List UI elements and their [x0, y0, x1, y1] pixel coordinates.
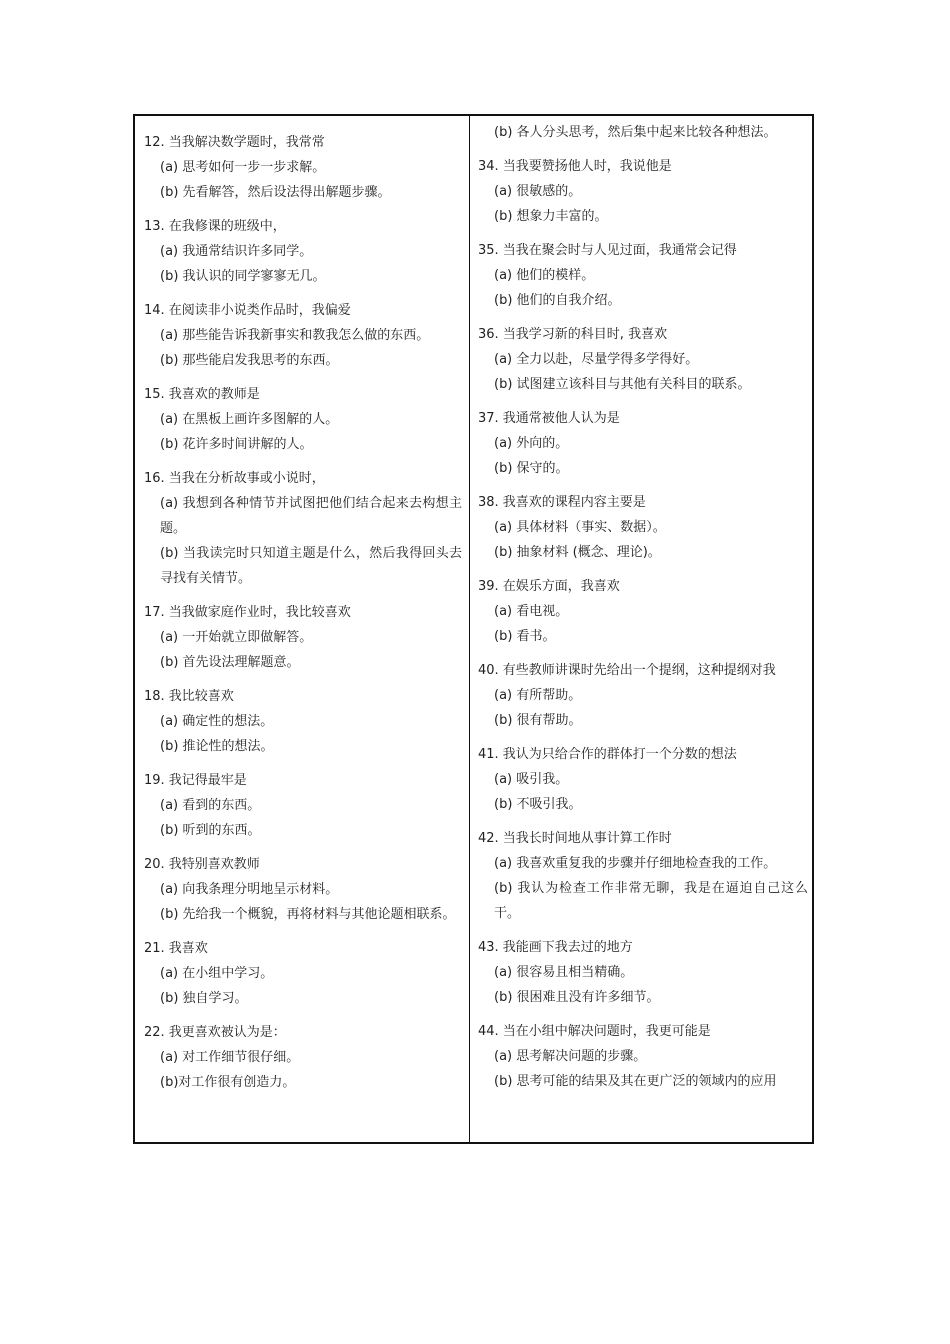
- question-item: [478, 742, 808, 817]
- answer-option: (b) 我认识的同学寥寥无几。: [160, 269, 326, 284]
- question-item: [144, 684, 462, 759]
- answer-option: (b) 听到的东西。: [160, 823, 261, 838]
- answer-option: (a) 有所帮助。: [494, 688, 582, 703]
- answer-option: (b) 先给我一个概貌，再将材料与其他论题相联系。: [160, 907, 456, 922]
- question-stem: 37. 我通常被他人认为是: [478, 411, 620, 426]
- question-item: [478, 154, 808, 229]
- question-item: [144, 600, 462, 675]
- question-item: [478, 574, 808, 649]
- answer-option: (b) 首先设法理解题意。: [160, 655, 300, 670]
- answer-option: (b) 他们的自我介绍。: [494, 293, 621, 308]
- question-stem: 20. 我特别喜欢教师: [144, 857, 260, 872]
- answer-option: (b) 我认为检查工作非常无聊，我是在逼迫自己这么干。: [494, 881, 808, 921]
- question-stem: 41. 我认为只给合作的群体打一个分数的想法: [478, 747, 737, 762]
- answer-option: (a) 对工作细节很仔细。: [160, 1050, 300, 1065]
- question-stem: 39. 在娱乐方面，我喜欢: [478, 579, 620, 594]
- answer-option: (b) 花许多时间讲解的人。: [160, 437, 313, 452]
- answer-option: (b) 很困难且没有许多细节。: [494, 990, 660, 1005]
- question-stem: 40. 有些教师讲课时先给出一个提纲，这种提纲对我: [478, 663, 776, 678]
- question-item: [478, 238, 808, 313]
- answer-option: (a) 看电视。: [494, 604, 569, 619]
- question-stem: 36. 当我学习新的科目时, 我喜欢: [478, 327, 668, 342]
- question-stem: 16. 当我在分析故事或小说时，: [144, 471, 325, 486]
- answer-option: (a) 很容易且相当精确。: [494, 965, 634, 980]
- question-item: [144, 768, 462, 843]
- answer-option: (a) 具体材料（事实、数据）。: [494, 520, 666, 535]
- answer-option: (b) 抽象材料 (概念、理论)。: [494, 545, 661, 560]
- answer-option: (a) 我通常结识许多同学。: [160, 244, 313, 259]
- question-stem: 17. 当我做家庭作业时，我比较喜欢: [144, 605, 351, 620]
- answer-option: (a) 在小组中学习。: [160, 966, 274, 981]
- question-item: [478, 322, 808, 397]
- answer-option: (b) 那些能启发我思考的东西。: [160, 353, 339, 368]
- answer-option: (b)对工作很有创造力。: [160, 1075, 296, 1090]
- continued-option: (b) 各人分头思考，然后集中起来比较各种想法。: [494, 125, 777, 140]
- question-item: [144, 936, 462, 1011]
- answer-option: (b) 思考可能的结果及其在更广泛的领域内的应用: [494, 1074, 777, 1089]
- answer-option: (b) 不吸引我。: [494, 797, 582, 812]
- questionnaire-table: [133, 114, 814, 1144]
- question-item: [144, 130, 462, 205]
- answer-option: (a) 在黑板上画许多图解的人。: [160, 412, 339, 427]
- answer-option: (a) 思考解决问题的步骤。: [494, 1049, 647, 1064]
- question-item: [144, 382, 462, 457]
- answer-option: (a) 向我条理分明地呈示材料。: [160, 882, 339, 897]
- answer-option: (a) 全力以赴，尽量学得多学得好。: [494, 352, 699, 367]
- question-item: [144, 466, 462, 591]
- question-stem: 34. 当我要赞扬他人时，我说他是: [478, 159, 672, 174]
- answer-option: (a) 外向的。: [494, 436, 569, 451]
- question-stem: 38. 我喜欢的课程内容主要是: [478, 495, 646, 510]
- answer-option: (b) 试图建立该科目与其他有关科目的联系。: [494, 377, 751, 392]
- answer-option: (b) 推论性的想法。: [160, 739, 274, 754]
- answer-option: (b) 独自学习。: [160, 991, 248, 1006]
- answer-option: (a) 他们的模样。: [494, 268, 595, 283]
- right-column: [478, 116, 808, 1103]
- answer-option: (b) 当我读完时只知道主题是什么，然后我得回头去寻找有关情节。: [160, 546, 462, 586]
- question-item: [478, 935, 808, 1010]
- answer-option: (a) 那些能告诉我新事实和教我怎么做的东西。: [160, 328, 430, 343]
- question-item: [144, 298, 462, 373]
- question-stem: 14. 在阅读非小说类作品时，我偏爱: [144, 303, 351, 318]
- answer-option: (a) 我喜欢重复我的步骤并仔细地检查我的工作。: [494, 856, 777, 871]
- question-item: [478, 826, 808, 926]
- question-item: [144, 214, 462, 289]
- question-item: [478, 406, 808, 481]
- question-item: [478, 658, 808, 733]
- answer-option: (b) 很有帮助。: [494, 713, 582, 728]
- question-item: [478, 490, 808, 565]
- answer-option: (a) 我想到各种情节并试图把他们结合起来去构想主题。: [160, 496, 462, 536]
- question-stem: 44. 当在小组中解决问题时，我更可能是: [478, 1024, 711, 1039]
- question-stem: 13. 在我修课的班级中，: [144, 219, 286, 234]
- question-stem: 18. 我比较喜欢: [144, 689, 234, 704]
- question-stem: 43. 我能画下我去过的地方: [478, 940, 633, 955]
- answer-option: (a) 吸引我。: [494, 772, 569, 787]
- question-stem: 22. 我更喜欢被认为是：: [144, 1025, 286, 1040]
- column-divider: [469, 116, 470, 1142]
- question-stem: 15. 我喜欢的教师是: [144, 387, 260, 402]
- answer-option: (b) 先看解答，然后设法得出解题步骤。: [160, 185, 391, 200]
- question-stem: 35. 当我在聚会时与人见过面，我通常会记得: [478, 243, 737, 258]
- answer-option: (a) 思考如何一步一步求解。: [160, 160, 326, 175]
- question-stem: 21. 我喜欢: [144, 941, 208, 956]
- question-item: [478, 1019, 808, 1094]
- question-stem: 42. 当我长时间地从事计算工作时: [478, 831, 672, 846]
- answer-option: (b) 看书。: [494, 629, 556, 644]
- answer-option: (a) 一开始就立即做解答。: [160, 630, 313, 645]
- question-stem: 12. 当我解决数学题时，我常常: [144, 135, 325, 150]
- answer-option: (b) 想象力丰富的。: [494, 209, 608, 224]
- left-column: [144, 116, 462, 1104]
- question-stem: 19. 我记得最牢是: [144, 773, 247, 788]
- question-item: [144, 1020, 462, 1095]
- answer-option: (b) 保守的。: [494, 461, 569, 476]
- answer-option: (a) 确定性的想法。: [160, 714, 274, 729]
- answer-option: (a) 看到的东西。: [160, 798, 261, 813]
- question-item: [144, 852, 462, 927]
- answer-option: (a) 很敏感的。: [494, 184, 582, 199]
